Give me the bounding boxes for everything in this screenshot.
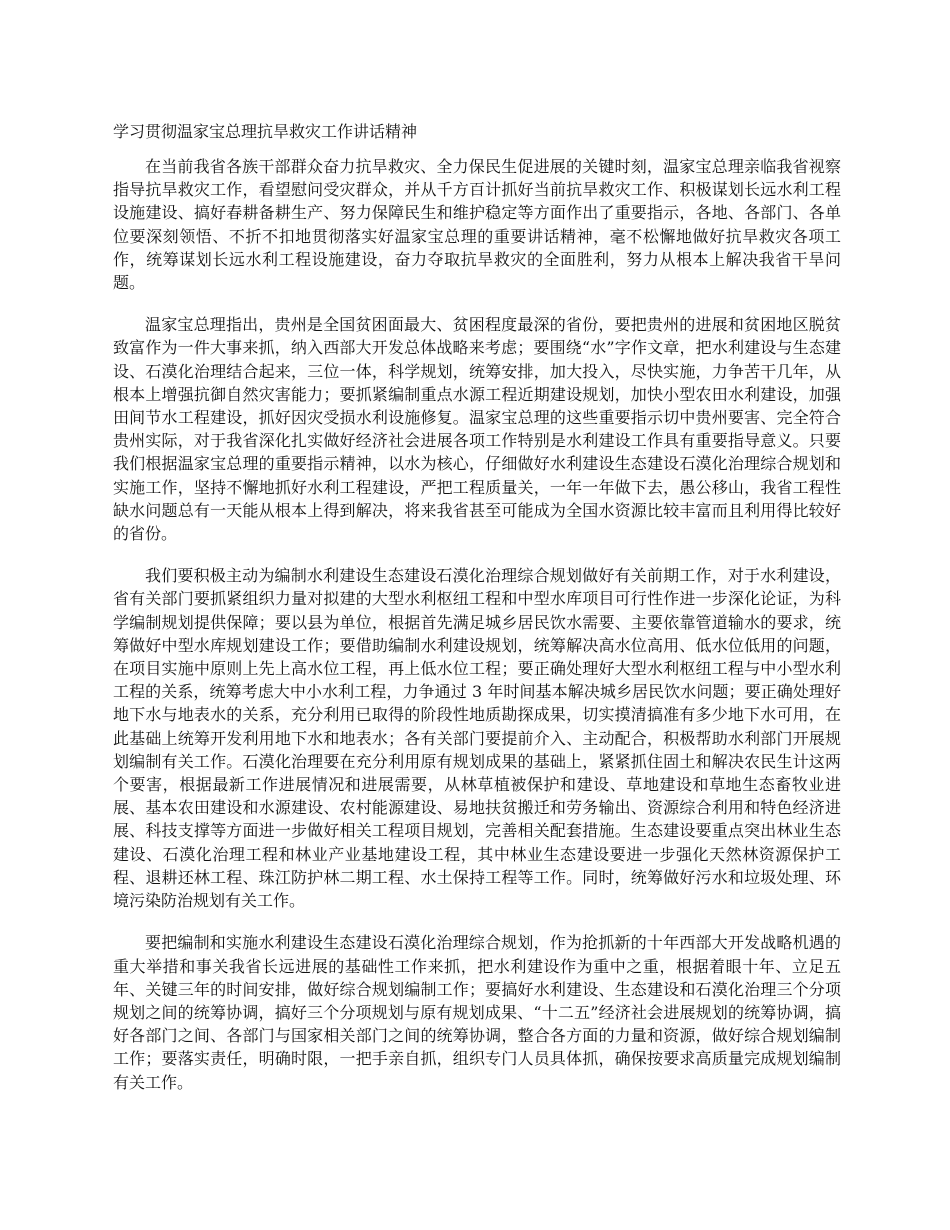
- paragraph-2: 温家宝总理指出，贵州是全国贫困面最大、贫困程度最深的省份，要把贵州的进展和贫困地区脱贫致富作为一件大事来抓，纳入西部大开发总体战略来考虑；要围绕“水”字作文章，把水利建设与生态建设、石漠化治理结合起来，三位一体，科学规划，统筹安排，加大投入，尽快实施，力争苦干几年，从根本上增强抗御自然灾害能力；要抓紧编制重点水源工程近期建设规划，加快小型农田水利建设，加强田间节水工程建设，抓好因灾受损水利设施修复。温家宝总理的这些重要指示切中贵州要害、完全符合贵州实际，对于我省深化扎实做好经济社会进展各项工作特别是水利建设工作具有重要指导意义。只要我们根据温家宝总理的重要指示精神，以水为核心，仔细做好水利建设生态建设石漠化治理综合规划和实施工作，坚持不懈地抓好水利工程建设，严把工程质量关，一年一年做下去，愚公移山，我省工程性缺水问题总有一天能从根本上得到解决，将来我省甚至可能成为全国水资源比较丰富而且利用得比较好的省份。: [113, 315, 841, 544]
- document-title: 学习贯彻温家宝总理抗旱救灾工作讲话精神: [113, 122, 418, 141]
- document-page: [113, 120, 841, 1113]
- paragraph-4: 要把编制和实施水利建设生态建设石漠化治理综合规划，作为抢抓新的十年西部大开发战略机遇的重大举措和事关我省长远进展的基础性工作来抓，把水利建设作为重中之重，根据着眼十年、立足五年、关键三年的时间安排，做好综合规划编制工作；要搞好水利建设、生态建设和石漠化治理三个分项规划之间的统筹协调，搞好三个分项规划与原有规划成果、“十二五”经济社会进展规划的统筹协调，搞好各部门之间、各部门与国家相关部门之间的统筹协调，整合各方面的力量和资源，做好综合规划编制工作；要落实责任，明确时限，一把手亲自抓，组织专门人员具体抓，确保按要求高质量完成规划编制有关工作。: [113, 933, 841, 1092]
- paragraph-1: 在当前我省各族干部群众奋力抗旱救灾、全力保民生促进展的关键时刻，温家宝总理亲临我省视察指导抗旱救灾工作，看望慰问受灾群众，并从千方百计抓好当前抗旱救灾工作、积极谋划长远水利工程设施建设、搞好春耕备耕生产、努力保障民生和维护稳定等方面作出了重要指示，各地、各部门、各单位要深刻领悟、不折不扣地贯彻落实好温家宝总理的重要讲话精神，毫不松懈地做好抗旱救灾各项工作，统筹谋划长远水利工程设施建设，奋力夺取抗旱救灾的全面胜利，努力从根本上解决我省干旱问题。: [113, 157, 841, 293]
- paragraph-3: 我们要积极主动为编制水利建设生态建设石漠化治理综合规划做好有关前期工作，对于水利建设，省有关部门要抓紧组织力量对拟建的大型水利枢纽工程和中型水库项目可行性作进一步深化论证，为科学编制规划提供保障；要以县为单位，根据首先满足城乡居民饮水需要、主要依靠管道输水的要求，统筹做好中型水库规划建设工作；要借助编制水利建设规划，统筹解决高水位高用、低水位低用的问题，在项目实施中原则上先上高水位工程，再上低水位工程；要正确处理好大型水利枢纽工程与中小型水利工程的关系，统筹考虑大中小水利工程，力争通过 3 年时间基本解决城乡居民饮水问题；要正确处理好地下水与地表水的关系，充分利用已取得的阶段性地质勘探成果，切实摸清搞准有多少地下水可用，在此基础上统筹开发利用地下水和地表水；各有关部门要提前介入、主动配合，积极帮助水利部门开展规划编制有关工作。石漠化治理要在充分利用原有规划成果的基础上，紧紧抓住固土和解决农民生计这两个要害，根据最新工作进展情况和进展需要，从林草植被保护和建设、草地建设和草地生态畜牧业进展、基本农田建设和水源建设、农村能源建设、易地扶贫搬迁和劳务输出、资源综合利用和特色经济进展、科技支撑等方面进一步做好相关工程项目规划，完善相关配套措施。生态建设要重点突出林业生态建设、石漠化治理工程和林业产业基地建设工程，其中林业生态建设要进一步强化天然林资源保护工程、退耕还林工程、珠江防护林二期工程、水土保持工程等工作。同时，统筹做好污水和垃圾处理、环境污染防治规划有关工作。: [113, 566, 841, 911]
